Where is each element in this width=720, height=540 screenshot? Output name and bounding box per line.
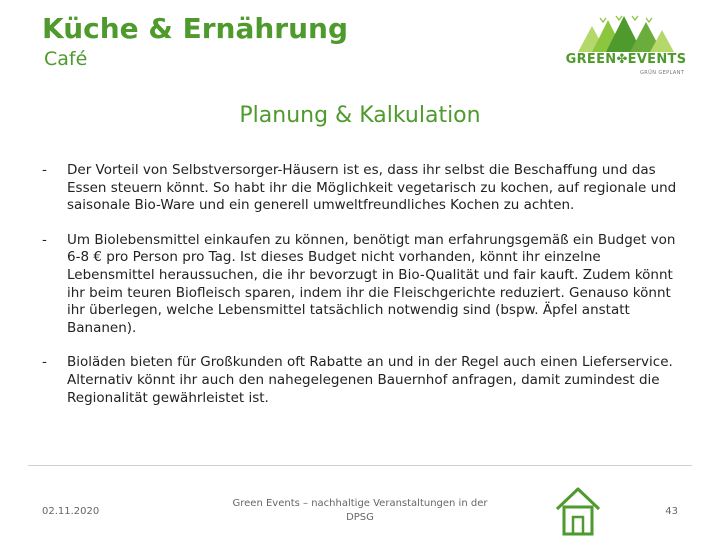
page-number: 43	[665, 506, 678, 517]
bullet-marker: -	[42, 231, 47, 248]
header-title: Küche & Ernährung	[42, 12, 348, 45]
logo-tagline: GRÜN GEPLANT	[640, 70, 685, 76]
slide-title: Planung & Kalkulation	[239, 103, 481, 128]
footer-date: 02.11.2020	[42, 506, 100, 517]
bullet-text: Um Biolebensmittel einkaufen zu können, benötigt man erfahrungsgemäß ein Budget von 6-8 € pro Person pro Tag. Ist dieses Budget nicht vorhanden, könnt ihr einzelne Lebensmittel heraussuchen, die ihr bevorzugt in Bio-Qualität und fair kauft. Zudem könnt ihr beim teuren Biofleisch sparen, indem ihr die Fleischgerichte reduziert. Genauso könnt ihr überlegen, welche Lebensmittel tatsächlich notwendig sind (bspw. Äpfel anstatt Bananen).	[67, 231, 676, 336]
bullet-list	[40, 162, 690, 424]
home-icon[interactable]	[553, 485, 603, 537]
bullet-marker: -	[42, 354, 47, 371]
tree-logo-icon	[556, 10, 696, 78]
bullet-text: Bioläden bieten für Großkunden oft Rabatte an und in der Regel auch einen Lieferservice. Alternativ könnt ihr auch den nahegelegenen Bauernhof anfragen, damit zumindest die Regionalität gewährleistet ist.	[67, 354, 673, 406]
footer-center-text: Green Events – nachhaltige Veranstaltungen in der DPSG	[232, 498, 488, 523]
logo-text: GREEN✤EVENTS	[565, 52, 687, 67]
list-item	[40, 162, 690, 215]
bullet-text: Der Vorteil von Selbstversorger-Häusern ist es, dass ihr selbst die Beschaffung und das Essen steuern könnt. So habt ihr die Möglichkeit vegetarisch zu kochen, auf regionale und saisonale Bio-Ware und ein generell umweltfreundliches Kochen zu achten.	[67, 162, 677, 214]
list-item	[40, 232, 690, 338]
header-subtitle: Café	[44, 48, 88, 70]
bullet-marker: -	[42, 162, 47, 178]
list-item	[40, 354, 690, 407]
footer-divider	[28, 465, 692, 466]
